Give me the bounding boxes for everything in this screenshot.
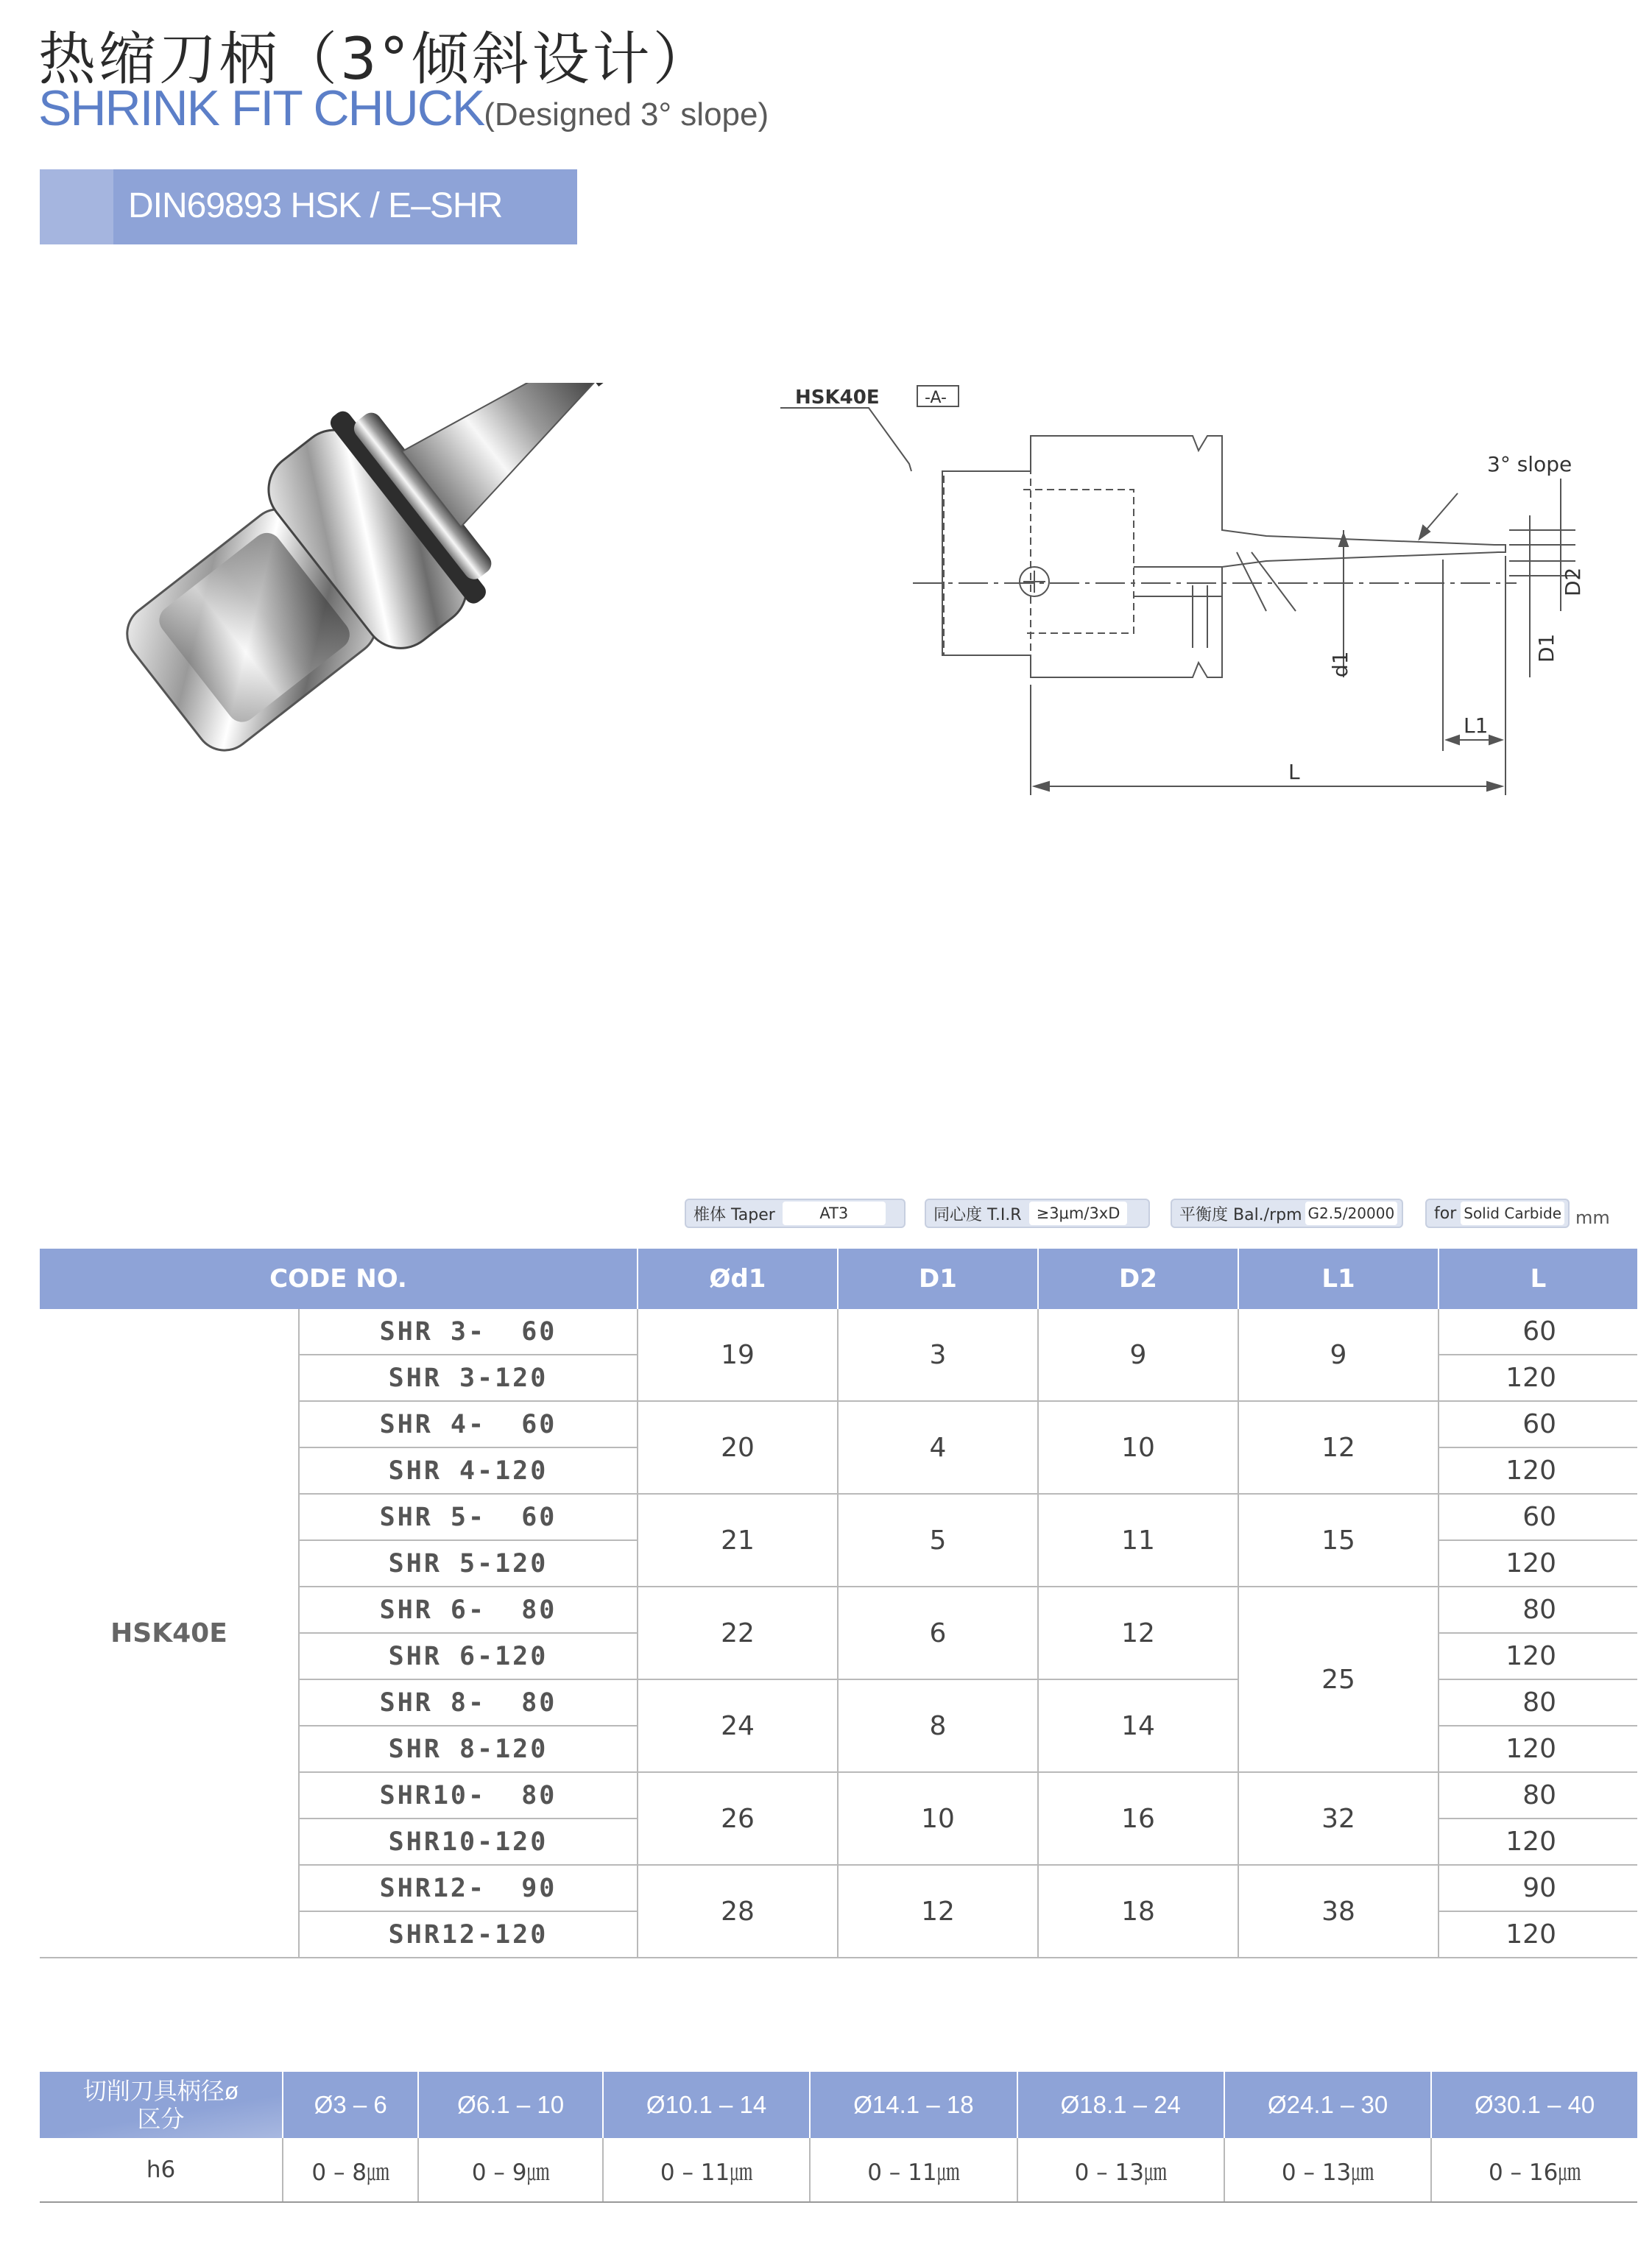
d1-cell: 24: [638, 1679, 838, 1772]
D1-cell: 8: [838, 1679, 1038, 1772]
L1-cell: 32: [1238, 1772, 1439, 1865]
code-cell: SHR 3- 60: [299, 1309, 638, 1355]
range-header: Ø30.1 – 40: [1431, 2072, 1637, 2138]
range-header: Ø24.1 – 30: [1224, 2072, 1431, 2138]
col-L1: L1: [1238, 1249, 1439, 1309]
D1-cell: 5: [838, 1494, 1038, 1587]
code-cell: SHR10-120: [299, 1819, 638, 1865]
code-cell: SHR12- 90: [299, 1865, 638, 1911]
tolerance-table: [40, 2072, 1637, 2203]
col-D1: D1: [838, 1249, 1038, 1309]
L-cell: 80: [1439, 1587, 1637, 1633]
drawing-slope-label: 3° slope: [1487, 452, 1572, 476]
spec-tir-label: 同心度 T.I.R: [933, 1205, 1022, 1224]
dim-L1: L1: [1464, 713, 1489, 738]
spec-for-value: Solid Carbide: [1461, 1202, 1564, 1225]
spec-balance: [1171, 1199, 1403, 1228]
L-cell: 120: [1439, 1819, 1637, 1865]
col-L: L: [1439, 1249, 1637, 1309]
dim-D1: D1: [1534, 633, 1559, 663]
code-cell: SHR12-120: [299, 1911, 638, 1958]
D2-cell: 12: [1038, 1587, 1238, 1679]
spec-taper: [685, 1199, 906, 1228]
dim-D2: D2: [1561, 567, 1585, 596]
range-header: Ø3 – 6: [283, 2072, 418, 2138]
D1-cell: 6: [838, 1587, 1038, 1679]
D2-cell: 14: [1038, 1679, 1238, 1772]
d1-cell: 28: [638, 1865, 838, 1958]
L-cell: 120: [1439, 1355, 1637, 1401]
L-cell: 60: [1439, 1401, 1637, 1447]
title-en-main: SHRINK FIT CHUCK: [38, 80, 484, 136]
spec-balance-label: 平衡度 Bal./rpm: [1179, 1205, 1302, 1224]
corner-line1: 切削刀具柄径ø: [82, 2078, 239, 2104]
tolerance-row: [40, 2138, 1637, 2202]
range-header: Ø10.1 – 14: [603, 2072, 810, 2138]
code-cell: SHR 4-120: [299, 1447, 638, 1494]
D2-cell: 16: [1038, 1772, 1238, 1865]
corner-line2: 区分: [137, 2106, 185, 2132]
D1-cell: 3: [838, 1309, 1038, 1401]
code-cell: SHR 5- 60: [299, 1494, 638, 1540]
tolerance-value: 0 – 13㎛: [1224, 2138, 1431, 2202]
tolerance-value: 0 – 13㎛: [1017, 2138, 1224, 2202]
tolerance-row-label: h6: [40, 2138, 283, 2202]
tolerance-corner: [40, 2072, 283, 2138]
col-d1: Ød1: [638, 1249, 838, 1309]
d1-cell: 19: [638, 1309, 838, 1401]
code-cell: SHR 3-120: [299, 1355, 638, 1401]
code-cell: SHR10- 80: [299, 1772, 638, 1819]
D2-cell: 9: [1038, 1309, 1238, 1401]
L-cell: 120: [1439, 1540, 1637, 1587]
L-cell: 90: [1439, 1865, 1637, 1911]
shrink-chuck-photo: [96, 383, 744, 1082]
L-cell: 120: [1439, 1911, 1637, 1958]
L1-cell: 25: [1238, 1587, 1439, 1772]
col-D2: D2: [1038, 1249, 1238, 1309]
title-en-sub: (Designed 3° slope): [484, 96, 769, 133]
tolerance-value: 0 – 8㎛: [283, 2138, 418, 2202]
drawing-model-label: HSK40E: [795, 387, 880, 409]
D1-cell: 4: [838, 1401, 1038, 1494]
spec-taper-label: 椎体 Taper: [693, 1205, 775, 1224]
technical-drawing: [780, 368, 1605, 810]
L-cell: 60: [1439, 1494, 1637, 1540]
code-cell: SHR 8-120: [299, 1726, 638, 1772]
D2-cell: 10: [1038, 1401, 1238, 1494]
D2-cell: 18: [1038, 1865, 1238, 1958]
spec-for: [1425, 1199, 1570, 1228]
D1-cell: 10: [838, 1772, 1038, 1865]
L1-cell: 9: [1238, 1309, 1439, 1401]
tolerance-value: 0 – 11㎛: [603, 2138, 810, 2202]
code-cell: SHR 5-120: [299, 1540, 638, 1587]
col-code: CODE NO.: [40, 1249, 638, 1309]
spec-chips: [0, 1199, 1652, 1228]
L-cell: 120: [1439, 1447, 1637, 1494]
range-header: Ø14.1 – 18: [810, 2072, 1017, 2138]
banner-text: DIN69893 HSK / E–SHR: [128, 186, 503, 225]
dim-L: L: [1288, 760, 1300, 784]
product-table: [40, 1249, 1637, 1958]
tolerance-value: 0 – 16㎛: [1431, 2138, 1637, 2202]
dim-d1: d1: [1328, 651, 1352, 677]
d1-cell: 20: [638, 1401, 838, 1494]
tolerance-header-row: [40, 2072, 1637, 2138]
L1-cell: 12: [1238, 1401, 1439, 1494]
standard-banner: [40, 169, 577, 244]
group-cell: HSK40E: [40, 1309, 299, 1958]
page-title-cn: 热缩刀柄（3°倾斜设计）: [38, 27, 713, 93]
range-header: Ø6.1 – 10: [418, 2072, 603, 2138]
spec-taper-value: AT3: [783, 1202, 886, 1225]
L-cell: 120: [1439, 1726, 1637, 1772]
table-header-row: [40, 1249, 1637, 1309]
D1-cell: 12: [838, 1865, 1038, 1958]
code-cell: SHR 4- 60: [299, 1401, 638, 1447]
table-row: [40, 1309, 1637, 1355]
spec-balance-value: G2.5/20000: [1305, 1202, 1398, 1225]
L1-cell: 15: [1238, 1494, 1439, 1587]
d1-cell: 22: [638, 1587, 838, 1679]
code-cell: SHR 6-120: [299, 1633, 638, 1679]
L-cell: 60: [1439, 1309, 1637, 1355]
drawing-datum: -A-: [925, 389, 947, 407]
D2-cell: 11: [1038, 1494, 1238, 1587]
spec-tir-value: ≥3μm/3xD: [1029, 1202, 1128, 1225]
unit-label: mm: [1575, 1207, 1610, 1228]
spec-for-label: for: [1434, 1204, 1457, 1223]
L-cell: 80: [1439, 1679, 1637, 1726]
tolerance-value: 0 – 11㎛: [810, 2138, 1017, 2202]
tolerance-value: 0 – 9㎛: [418, 2138, 603, 2202]
range-header: Ø18.1 – 24: [1017, 2072, 1224, 2138]
L-cell: 80: [1439, 1772, 1637, 1819]
code-cell: SHR 6- 80: [299, 1587, 638, 1633]
L1-cell: 38: [1238, 1865, 1439, 1958]
page-title-en: [38, 80, 769, 137]
d1-cell: 26: [638, 1772, 838, 1865]
spec-tir: [925, 1199, 1150, 1228]
code-cell: SHR 8- 80: [299, 1679, 638, 1726]
banner-tab: [40, 169, 113, 244]
L-cell: 120: [1439, 1633, 1637, 1679]
d1-cell: 21: [638, 1494, 838, 1587]
